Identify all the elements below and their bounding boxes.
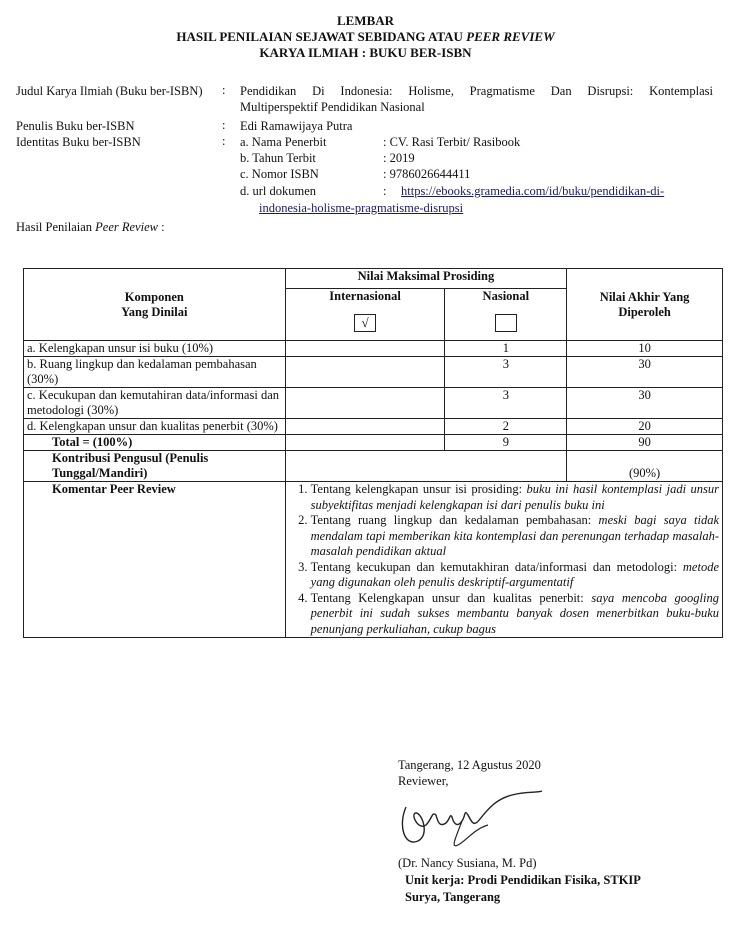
judul-value-1: Pendidikan Di Indonesia: Holisme, Pragmatisme Dan Disrupsi: Kontemplasi bbox=[240, 84, 713, 98]
reviewer-name: (Dr. Nancy Susiana, M. Pd) bbox=[398, 856, 537, 870]
isbn-value: : 9786026644411 bbox=[383, 167, 471, 181]
komentar-item: 3. Tentang kecukupan dan kemutakhiran data/informasi dan metodologi: metode yang digunakan oleh penulis deskriptif-argumentatif bbox=[311, 560, 719, 591]
table-row: b. Ruang lingkup dan kedalaman pembahasan (30%) 3 30 bbox=[24, 357, 723, 388]
colon: : bbox=[222, 118, 226, 132]
table-row: c. Kecukupan dan kemutahiran data/informasi dan metodologi (30%) 3 30 bbox=[24, 388, 723, 419]
komentar-row: Komentar Peer Review 1. Tentang kelengkapan unsur isi prosiding: buku ini hasil kontemplasi jadi unsur subyektifitas menjadi kelengkapan isi dari penulis buku ini 2. Tentang ruang lingkup dan kedalaman pembahasan: meski bagi saya tidak mendalam tapi memberikan kita kontemplasi dan perenungan terhadap masalah-masalah pendidikan aktual 3. Tentang kecukupan dan kemutakhiran data/informasi dan metodologi: metode yang digunakan oleh penulis deskriptif-argumentatif 4. Tentang Kelengkapan unsur dan kualitas penerbit: saya mencoba googling penerbit ini sudah sukses membantu banyak dosen menerbitkan buku-buku penunjang perkuliahan, cukup bagus bbox=[24, 482, 723, 638]
signature-mark bbox=[392, 785, 552, 855]
penulis-value: Edi Ramawijaya Putra bbox=[240, 119, 353, 133]
internasional-checkbox[interactable]: √ bbox=[354, 314, 376, 332]
header-komponen: Komponen Yang Dinilai bbox=[24, 269, 286, 341]
place-date: Tangerang, 12 Agustus 2020 bbox=[398, 758, 541, 772]
header-nilai-maks: Nilai Maksimal Prosiding bbox=[285, 269, 567, 289]
nasional-checkbox[interactable] bbox=[495, 314, 517, 332]
header-nasional: Nasional bbox=[445, 289, 567, 341]
doc-subtitle-2: KARYA ILMIAH : BUKU BER-ISBN bbox=[259, 45, 472, 60]
table-row: d. Kelengkapan unsur dan kualitas penerbit (30%) 2 20 bbox=[24, 419, 723, 435]
table-row: a. Kelengkapan unsur isi buku (10%) 1 10 bbox=[24, 341, 723, 357]
komentar-item: 2. Tentang ruang lingkup dan kedalaman pembahasan: meski bagi saya tidak mendalam tapi memberikan kita kontemplasi dan perenungan terhadap masalah-masalah pendidikan aktual bbox=[311, 513, 719, 560]
reviewer-role: Reviewer, bbox=[398, 774, 449, 788]
colon: : bbox=[222, 134, 226, 148]
unit-kerja-1: Unit kerja: Prodi Pendidikan Fisika, STKIP bbox=[405, 873, 641, 887]
header-internasional: Internasional √ bbox=[285, 289, 445, 341]
judul-value-2: Multiperspektif Pendidikan Nasional bbox=[240, 100, 425, 114]
tahun-label: b. Tahun Terbit bbox=[240, 151, 316, 165]
komentar-item: 4. Tentang Kelengkapan unsur dan kualitas penerbit: saya mencoba googling penerbit ini sudah sukses membantu banyak dosen menerbitkan buku-buku penunjang perkuliahan, cukup bagus bbox=[311, 591, 719, 638]
identitas-label: Identitas Buku ber-ISBN bbox=[16, 135, 141, 149]
hasil-label: Hasil Penilaian Peer Review : bbox=[16, 220, 165, 234]
url-link-1[interactable]: https://ebooks.gramedia.com/id/buku/pendidikan-di- bbox=[401, 184, 665, 198]
penerbit-value: : CV. Rasi Terbit/ Rasibook bbox=[383, 135, 521, 149]
penulis-label: Penulis Buku ber-ISBN bbox=[16, 119, 135, 133]
kontribusi-row: Kontribusi Pengusul (Penulis Tunggal/Mandiri) (90%) bbox=[24, 451, 723, 482]
judul-label: Judul Karya Ilmiah (Buku ber-ISBN) bbox=[16, 84, 203, 98]
colon: : bbox=[222, 83, 226, 97]
komentar-item: 1. Tentang kelengkapan unsur isi prosiding: buku ini hasil kontemplasi jadi unsur subyektifitas menjadi kelengkapan isi dari penulis buku ini bbox=[311, 482, 719, 513]
url-link-2[interactable]: indonesia-holisme-pragmatisme-disrupsi bbox=[259, 201, 464, 215]
url-colon: : bbox=[383, 184, 387, 198]
doc-subtitle: HASIL PENILAIAN SEJAWAT SEBIDANG ATAU PEER REVIEW bbox=[176, 29, 555, 44]
url-label: d. url dokumen bbox=[240, 184, 317, 198]
tahun-value: : 2019 bbox=[383, 151, 415, 165]
unit-kerja-2: Surya, Tangerang bbox=[405, 890, 501, 904]
review-table bbox=[23, 268, 723, 638]
penerbit-label: a. Nama Penerbit bbox=[240, 135, 327, 149]
total-row: Total = (100%) 9 90 bbox=[24, 435, 723, 451]
header-nilai-akhir: Nilai Akhir Yang Diperoleh bbox=[567, 269, 723, 341]
komentar-list bbox=[285, 482, 722, 638]
isbn-label: c. Nomor ISBN bbox=[240, 167, 319, 181]
doc-title: LEMBAR bbox=[336, 13, 395, 28]
